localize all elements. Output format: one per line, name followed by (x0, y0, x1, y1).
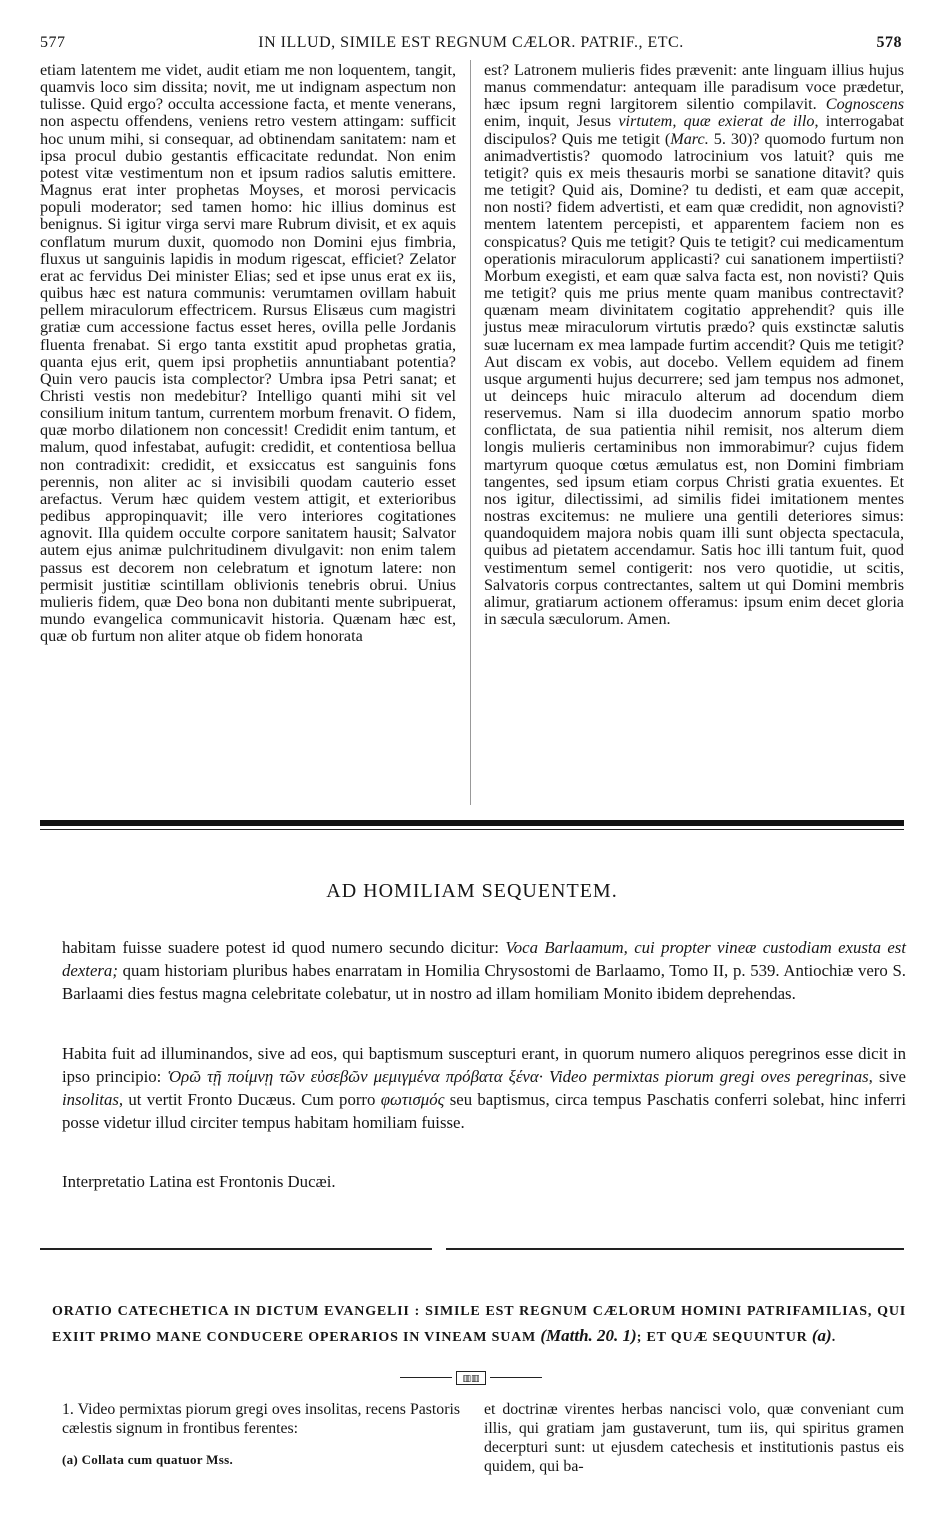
intro-paragraph-1 (62, 936, 906, 1005)
italic-word: insolitas, (62, 1090, 124, 1109)
italic-quote: virtutem, quæ exierat de illo (618, 112, 815, 131)
page-header (40, 34, 902, 56)
footnote: (a) Collata cum quatuor Mss. (62, 1452, 234, 1467)
greek-quote: Ὁρῶ τῇ ποίμνῃ τῶν εὐσεβῶν μεμιγμένα πρόβατα ξένα· (167, 1067, 543, 1086)
bottom-left-column: 1. Video permixtas piorum gregi oves insolitas, recens Pastoris cælestis signum in frontibus ferentes: (62, 1401, 460, 1437)
text-run: quam historiam pluribus habes enarratam in Homilia Chrysostomi de Barlaamo, Tomo II, p. 539. Antiochiæ vero S. Barlaami dies festus magna celebritate colebatur, ut in nostro ad illam homiliam Monito ibidem deprehendas. (62, 961, 906, 1003)
oratio-heading (52, 1300, 906, 1350)
running-title: IN ILLUD, SIMILE EST REGNUM CÆLOR. PATRIF., ETC. (258, 34, 684, 51)
ornament-divider (0, 1370, 942, 1386)
text-run: Habita fuit ad illuminandos, sive ad eos, qui baptismum suscepturi erant, in quorum numero aliquos peregrinos esse dicit in ipso principio: (62, 1044, 906, 1086)
section-title: AD HOMILIAM SEQUENTEM. (326, 880, 618, 902)
citation: Marc. (670, 129, 709, 148)
heading-text: ORATIO CATECHETICA IN DICTUM EVANGELII : SIMILE EST REGNUM CÆLORUM HOMINI PATRIFAMILIAS, QUI EXIIT PRIMO MANE CONDUCERE OPERARIOS IN VINEAM SUAM (52, 1304, 906, 1345)
section-rule-thick (40, 820, 904, 826)
section-rule-thin (40, 829, 904, 830)
text-run: est? Latronem mulieris fides prævenit: ante linguam illius hujus manus commendatur: antequam ille paradisum voce prædetur, hæc ipsum regni largitorem silentio compilavit. (484, 61, 904, 114)
column-divider (470, 60, 471, 805)
left-column (40, 62, 456, 645)
footnote-reference: (a) (811, 1326, 832, 1345)
greek-word: φωτισμός (380, 1090, 445, 1109)
intro-paragraph-3 (62, 1170, 906, 1193)
page-number-left: 577 (40, 34, 66, 51)
ornament-box-icon: ▥▥ (456, 1371, 486, 1385)
heading-text: ; ET QUÆ SEQUUNTUR (636, 1330, 812, 1345)
italic-quote: Video permixtas piorum gregi oves peregrinas, (548, 1067, 873, 1086)
text-run: 5. 30)? quomodo furtum non animadvertistis? quomodo latrocinium vos latuit? quis me tetigit? quis ex meis thesauris morbi se sanatione ditavit? quis me tetigit? Quid ais, Domine? tu dedisti, et eam quæ accepit, non nosti? fidem advertisti, et eam quæ credidit, non agnovisti? mentem latentem percepisti, et apparentem faciem non es conspicatus? Quis me tetigit? Quis te tetigit? cui medicamentum operationis miraculorum applicasti? cui sanationem impertiisti? Morbum exegisti, et eam quæ salva facta est, non novisti? Quis me tetigit? quis me prius mente quam manibus contrectavit? quænam meam divinitatem cogitatio apprehendit? quis ille justus meæ miraculorum virtutis prædo? quis exstinctæ salutis suæ lucernam ex mea lampade furtim accendit? Quis me tetigit? Aut discam ex vobis, aut docebo. Vellem equidem ad finem usque argumenti hujus decurrere; sed jam tempus nos admonet, ut deinceps huic miraculo alterum ad docendum diem reservemus. Nam si illa duodecim annorum spatio morbo conflictata, de sua patientia nihil remisit, nos alterum diem longis mulieris certaminibus non immorabimur? cujus fidem martyrum quoque cœtus æmulatus est, non Domini fimbriam tangentes, sed ipsum etiam corpus Christi gratia exuentes. Et nos igitur, dilectissimi, ad similis fidei imitationem mentes nostras excitemus: ne muliere una gentili deteriores simus: quandoquidem majora nobis quam illi sunt objecta spectacula, quibus ad pietatem accendamur. Satis hoc illi tantum fuit, quod vestimentum semel contigerit: nos vero quotidie, ut scitis, Salvatoris corpus contrectantes, saltem ut qui Domini membris alimur, gratiarum actionem offeramus: ipsum enim decet gloria in sæcula sæculorum. Amen. (484, 129, 904, 628)
divider-rule-right (446, 1248, 904, 1250)
italic-run: Cognoscens (825, 95, 904, 114)
text-run: habitam fuisse suadere potest id quod numero secundo dicitur: (62, 938, 506, 957)
text-run: , interrogabat discipulos? Quis me tetigit ( (484, 112, 905, 148)
italic-quote: Voca Barlaamum, cui propter vineæ custodiam exusta est dextera; (62, 938, 906, 980)
divider-rule-left (40, 1248, 432, 1250)
scripture-reference: (Matth. 20. 1) (540, 1326, 637, 1345)
page-number-right: 578 (876, 34, 902, 51)
text-run: enim, inquit, Jesus (484, 112, 619, 131)
left-column-text: etiam latentem me videt, audit etiam me non loquentem, tangit, quamvis loco sim dissita; novit, me ut indignam aspectum non tulisse. Quid ergo? occulta accessione facta, et mente venerans, non aspectu offendens, veniens retro vestem attingam: sufficit hoc unum mihi, si consequar, ad obtinendam sanitatem: nam et ipsa procul dubio gestantis efficacitate redundat. Non enim potest vitæ vestimentum non et ipsum radios salutis emittere. Magnus erat inter prophetas Moyses, et morosi pervicacis populi moderator; sed tamen homo: hic illius dominus est benignus. Si igitur virga servi mare Rubrum divisit, et ex aquis conflatum murum duxit, quomodo non Domini ejus fimbria, fluxus ut sanguinis lapidis in modum rigescat, efficiet? Zelator erat ac fervidus Dei minister Elias; sed et ipse unus erat ex iis, quibus hæc est natura communis: verumtamen ovillam habuit pellem miraculorum effectricem. Rursus Elisæus cum magistri gratiæ cum accessione factus esset heres, ovilla pelle Jordanis fluenta frenabat. Si ergo tanta exstitit apud prophetas gratia, quanta ejus erit, quem ipsi prophetiis annuntiabant potentia? Quin vero paucis ista complector? Umbra ipsa Petri sanat; et Christi vestis non medebitur? Intelligo quanti mihi sit vel consilium initum tantum, currentem morbum frenavit. O fidem, quæ morbo dilationem non concessit! Credidit enim tantum, et malum, quod infestabat, aufugit: credidit, et contentiosa bellua non contradixit: credidit, et exsiccatus est sanguinis fons perennis, non aliter ac si invisibili quodam cauterio esset arefactus. Verum hæc quidem vestem attigit, et exterioribus pedibus appropinquavit; ille vero interiores cogitationes agnovit. Illa quidem occulte corpore sanitatem hausit; Salvator autem ejus animæ pulchritudinem divulgavit: non enim talem passus est decorem non celebratum et ignotum latere: non permisit justitiæ scintillam oblivionis tenebris obrui. Unius mulieris fidem, quæ Deo bona non dubitanti mente subripuerat, mundo evangelica communicavit historia. Quænam hæc est, quæ ob furtum non aliter atque ob fidem honorata (40, 61, 456, 646)
ornament-line-right (490, 1377, 542, 1378)
ornament-line-left (400, 1377, 452, 1378)
bottom-right-column: et doctrinæ virentes herbas nancisci volo, quæ conveniant cum illis, qui gratiam jam gustaverunt, tum iis, qui spiritus gramen decerpturi sunt: ut ejusdem catechesis et institutionis pastus eis quidem, qui ba- (484, 1401, 904, 1475)
text-run: seu baptismus, circa tempus Paschatis conferri solebat, hinc inferri posse videtur illud circiter tempus habitam homiliam fuisse. (62, 1090, 907, 1132)
heading-text: . (831, 1330, 837, 1345)
text-run: Interpretatio Latina est Frontonis Ducæi. (62, 1172, 336, 1191)
text-run: ut vertit Fronto Ducæus. Cum porro (123, 1090, 381, 1109)
right-column-text (484, 62, 904, 628)
right-column (484, 62, 904, 628)
intro-paragraph-2 (62, 1042, 906, 1134)
text-run: sive (872, 1067, 906, 1086)
